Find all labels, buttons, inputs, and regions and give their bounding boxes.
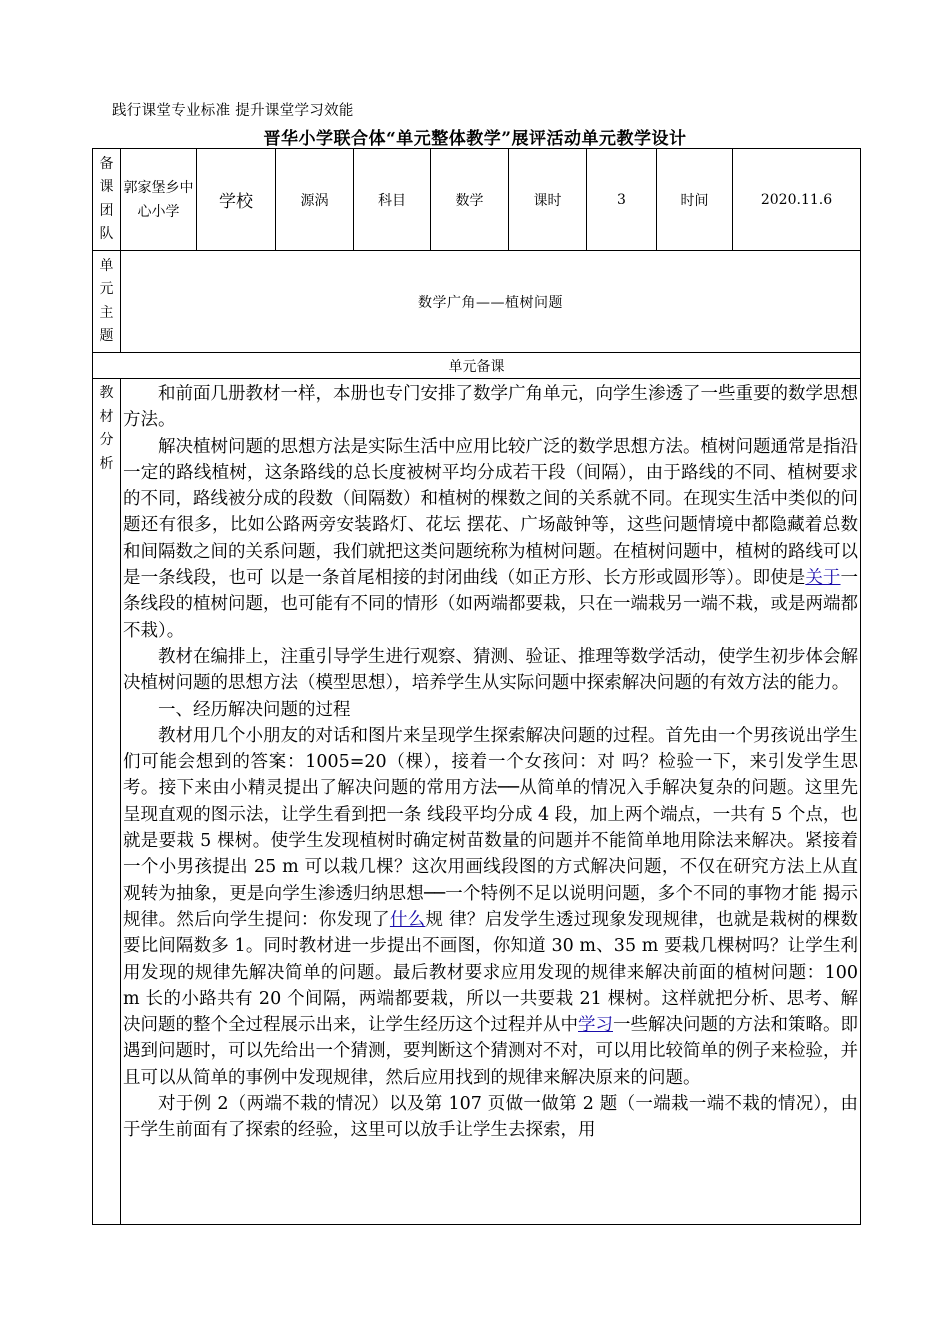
- section-row: [93, 353, 861, 379]
- analysis-paragraph: 解决植树问题的思想方法是实际生活中应用比较广泛的数学思想方法。植树问题通常是指沿一定的路线植树，这条路线的总长度被树平均分成若干段（间隔），由于路线的不同、植树要求的不同，路线被分成的段数（间隔数）和植树的棵数之间的关系就不同。在现实生活中类似的问题还有很多，比如公路两旁安装路灯、花坛 摆花、广场敲钟等，这些问题情境中都隐藏着总数和间隔数之间的关系问题，我们就把这类问题统称为植树问题。在植树问题中，植树的路线可以是一条线段，也可 以是一条首尾相接的封闭曲线（如正方形、长方形或圆形等）。即使是关于一条线段的植树问题，也可能有不同的情形（如两端都要栽，只在一端栽另一端不栽，或是两端都不栽）。: [123, 436, 859, 641]
- subject-label: 科目: [354, 149, 431, 251]
- analysis-label-cell: [93, 379, 121, 1225]
- analysis-paragraph: 教材用几个小朋友的对话和图片来呈现学生探索解决问题的过程。首先由一个男孩说出学生们可能会想到的答案：1005=20（棵），接着一个女孩问：对 吗？检验一下，来引发学生思考。接下来由小精灵提出了解决问题的常用方法──从简单的情况入手解决复杂的问题。这里先呈现直观的图示法，让学生看到把一条 线段平均分成 4 段，加上两个端点，一共有 5 个点，也就是要栽 5 棵树。使学生发现植树时确定树苗数量的问题并不能简单地用除法来解决。紧接着一个小男孩提出 25 m 可以栽几棵？这次用画线段图的方式解决问题，不仅在研究方法上从直观转为抽象，更是向学生渗透归纳思想──一个特例不足以说明问题，多个不同的事物才能 揭示规律。然后向学生提问：你发现了什么规 律？启发学生透过现象发现规律，也就是栽树的棵数要比间隔数多 1。同时教材进一步提出不画图，你知道 30 m、35 m 要栽几棵树吗？让学生利用发现的规律先解决简单的问题。最后教材要求应用发现的规律来解决前面的植树问题：100 m 长的小路共有 20 个间隔，两端都要栽，所以一共要栽 21 棵树。这样就把分析、思考、解决问题的整个全过程展示出来，让学生经历这个过程并从中学习一些解决问题的方法和策略。即遇到问题时，可以先给出一个猜测，要判断这个猜测对不对，可以用比较简单的例子来检验，并且可以从简单的事例中发现规律，然后应用找到的规律来解决原来的问题。: [123, 725, 859, 1088]
- label-char: 队: [99, 226, 114, 242]
- inline-link[interactable]: 学习: [578, 1015, 613, 1036]
- label-char: 分: [99, 432, 114, 448]
- design-table: [92, 148, 861, 1225]
- label-char: 备: [99, 155, 114, 172]
- theme-label: [93, 255, 120, 349]
- hours-value: 3: [587, 149, 657, 251]
- school-value: 源涡: [276, 149, 354, 251]
- top-note: 践行课堂专业标准 提升课堂学习效能: [112, 103, 354, 119]
- info-row: [93, 149, 861, 251]
- unit-theme: 数学广角——植树问题: [121, 251, 861, 353]
- hours-label: 课时: [509, 149, 587, 251]
- theme-label-cell: [93, 251, 121, 353]
- label-char: 元: [99, 281, 114, 297]
- label-char: 题: [99, 328, 114, 344]
- theme-row: [93, 251, 861, 353]
- team-value: 郭家堡乡中心小学: [121, 149, 197, 251]
- document-title: 晋华小学联合体“单元整体教学”展评活动单元教学设计: [263, 129, 687, 149]
- analysis-paragraph: 和前面几册教材一样，本册也专门安排了数学广角单元，向学生渗透了一些重要的数学思想方法。: [123, 384, 858, 431]
- analysis-row: [93, 379, 861, 1225]
- date-value: 2020.11.6: [733, 149, 861, 251]
- analysis-label: [93, 379, 120, 476]
- inline-link[interactable]: 什么: [389, 909, 426, 930]
- label-char: 主: [99, 304, 114, 321]
- team-label-cell: [93, 149, 121, 251]
- label-char: 课: [99, 179, 114, 195]
- analysis-content-cell: [121, 379, 861, 1225]
- section-title: 单元备课: [93, 353, 861, 379]
- analysis-text: [121, 379, 860, 1224]
- date-label: 时间: [657, 149, 733, 251]
- analysis-paragraph: 一、经历解决问题的过程: [158, 699, 351, 720]
- label-char: 材: [99, 408, 114, 425]
- school-label: 学校: [197, 149, 276, 251]
- label-char: 团: [99, 202, 114, 219]
- label-char: 单: [99, 257, 114, 274]
- team-label: [93, 153, 120, 247]
- analysis-paragraph: 教材在编排上，注重引导学生进行观察、猜测、验证、推理等数学活动，使学生初步体会解决植树问题的思想方法（模型思想），培养学生从实际问题中探索解决问题的有效方法的能力。: [123, 646, 858, 694]
- label-char: 教: [99, 385, 114, 401]
- analysis-paragraph: 对于例 2（两端不栽的情况）以及第 107 页做一做第 2 题（一端栽一端不栽的情况），由于学生前面有了探索的经验，这里可以放手让学生去探索，用: [123, 1094, 858, 1141]
- label-char: 析: [99, 455, 114, 472]
- inline-link[interactable]: 关于: [805, 568, 841, 589]
- subject-value: 数学: [431, 149, 509, 251]
